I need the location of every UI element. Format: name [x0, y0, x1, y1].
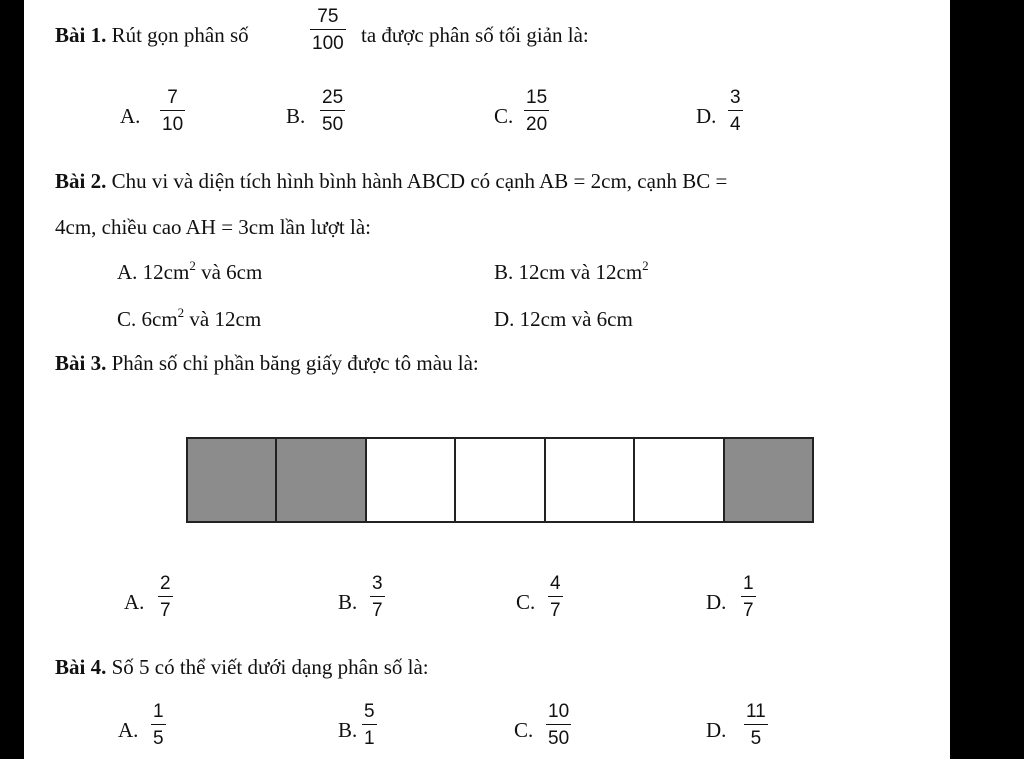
pre: 6cm — [141, 307, 178, 331]
q4-option-c-label: C. — [514, 718, 534, 742]
q3-option-c-fraction[interactable] — [548, 574, 563, 620]
worksheet-page — [24, 0, 950, 759]
q3-prompt: Phân số chỉ phần băng giấy được tô màu là: — [111, 351, 479, 375]
sup: 2 — [189, 258, 196, 273]
den: 50 — [322, 114, 344, 135]
q1-option-a-label: A. — [120, 104, 141, 128]
q3-option-d-label: D. — [706, 590, 727, 614]
den: 20 — [526, 114, 548, 135]
q4-title: Bài 4. — [55, 655, 107, 679]
q3-option-a-fraction[interactable] — [158, 574, 173, 620]
strip-cell-blank — [367, 439, 456, 521]
strip-cell-shaded — [188, 439, 277, 521]
q4-option-d-label: D. — [706, 718, 727, 742]
strip-cell-blank — [456, 439, 545, 521]
q1-prompt-start: Rút gọn phân số — [111, 23, 249, 47]
den: 7 — [372, 600, 383, 621]
q2-option-b[interactable] — [494, 258, 649, 284]
q1-option-a-fraction[interactable] — [160, 88, 185, 134]
den: 1 — [364, 728, 375, 749]
den: 7 — [550, 600, 561, 621]
q1-option-c-label: C. — [494, 104, 514, 128]
den: 10 — [162, 114, 184, 135]
q3-option-b-label: B. — [338, 590, 358, 614]
q2-prompt-line1: Chu vi và diện tích hình bình hành ABCD có cạnh AB = 2cm, cạnh BC = — [111, 169, 728, 193]
q1-option-c-fraction[interactable] — [524, 88, 549, 134]
q3-option-b-fraction[interactable] — [370, 574, 385, 620]
q4-option-d-fraction[interactable] — [744, 702, 768, 748]
q3-option-a-label: A. — [124, 590, 145, 614]
q2-title: Bài 2. — [55, 169, 107, 193]
num: 10 — [548, 701, 570, 722]
num: 1 — [743, 573, 754, 594]
q2-option-c[interactable] — [117, 305, 262, 331]
q4-option-c-fraction[interactable] — [546, 702, 571, 748]
label: C. — [117, 307, 137, 331]
q1-option-b-label: B. — [286, 104, 306, 128]
num: 5 — [364, 701, 375, 722]
pre: 12cm và 6cm — [519, 307, 633, 331]
q1-fraction-num: 75 — [317, 6, 339, 27]
den: 5 — [153, 728, 164, 749]
q3-option-c-label: C. — [516, 590, 536, 614]
sup: 2 — [177, 305, 185, 320]
q4-option-b-label: B. — [338, 718, 358, 742]
num: 1 — [153, 701, 164, 722]
num: 4 — [550, 573, 561, 594]
num: 25 — [322, 87, 344, 108]
q1-option-d-label: D. — [696, 104, 717, 128]
pre: 12cm — [142, 260, 190, 284]
den: 4 — [730, 114, 741, 135]
num: 11 — [746, 701, 766, 722]
post: và 12cm — [184, 307, 262, 331]
q1-fraction-den: 100 — [312, 33, 344, 54]
strip-cell-shaded — [725, 439, 812, 521]
q1-text-before — [55, 25, 249, 46]
num: 15 — [526, 87, 548, 108]
num: 3 — [730, 87, 741, 108]
pre: 12cm và 12cm — [518, 260, 643, 284]
sup: 2 — [642, 258, 649, 273]
den: 7 — [743, 600, 754, 621]
q3-option-d-fraction[interactable] — [741, 574, 756, 620]
strip-cell-blank — [635, 439, 724, 521]
q1-text-after: ta được phân số tối giản là: — [361, 23, 589, 47]
num: 7 — [167, 87, 178, 108]
q1-title: Bài 1. — [55, 23, 107, 47]
post: và 6cm — [195, 260, 263, 284]
strip-cell-shaded — [277, 439, 366, 521]
q1-option-b-fraction[interactable] — [320, 88, 345, 134]
strip-cell-blank — [546, 439, 635, 521]
q4-option-b-fraction[interactable] — [362, 702, 377, 748]
q1-option-d-fraction[interactable] — [728, 88, 743, 134]
num: 2 — [160, 573, 171, 594]
q3-line — [55, 353, 479, 374]
q3-title: Bài 3. — [55, 351, 107, 375]
q4-prompt: Số 5 có thể viết dưới dạng phân số là: — [111, 655, 429, 679]
q4-option-a-label: A. — [118, 718, 139, 742]
label: A. — [117, 260, 138, 284]
label: B. — [494, 260, 514, 284]
paper-strip — [186, 437, 814, 523]
q2-option-a[interactable] — [117, 258, 263, 284]
num: 3 — [372, 573, 383, 594]
den: 5 — [750, 728, 762, 749]
q2-option-d[interactable] — [494, 309, 633, 330]
den: 50 — [548, 728, 570, 749]
q1-fraction — [310, 7, 346, 53]
q4-line — [55, 657, 429, 678]
label: D. — [494, 307, 515, 331]
den: 7 — [160, 600, 171, 621]
q2-line1 — [55, 171, 727, 192]
q4-option-a-fraction[interactable] — [151, 702, 166, 748]
q2-line2: 4cm, chiều cao AH = 3cm lần lượt là: — [55, 215, 371, 239]
